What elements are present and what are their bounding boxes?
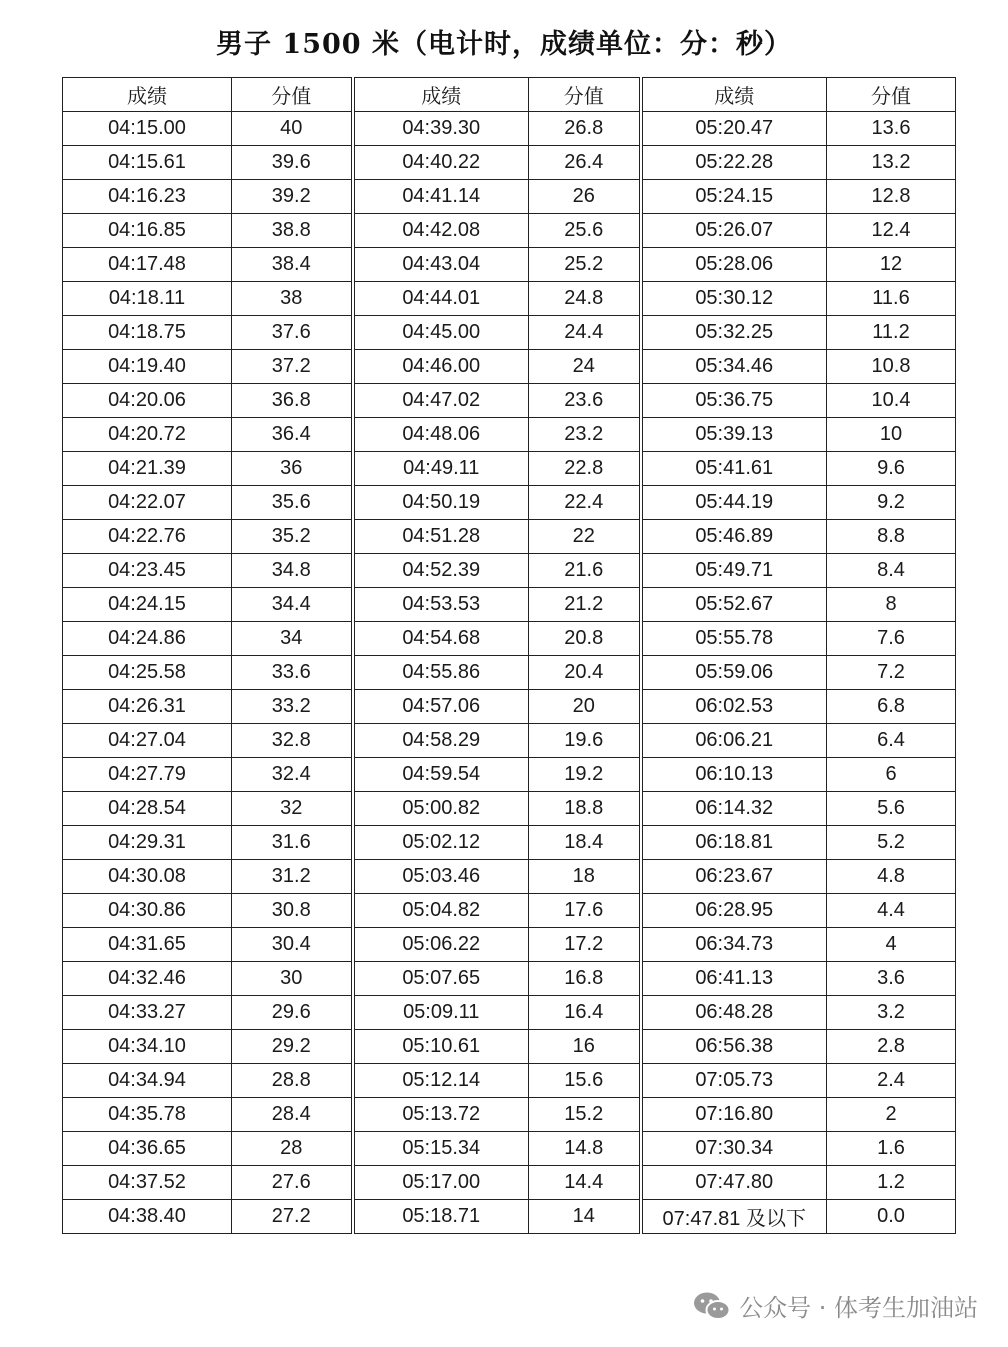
table-row [63, 792, 956, 826]
score-cell: 05:20.47 [641, 112, 827, 146]
score-cell: 04:27.79 [63, 758, 232, 792]
score-cell: 04:35.78 [63, 1098, 232, 1132]
score-cell: 05:30.12 [641, 282, 827, 316]
watermark [693, 1288, 978, 1323]
score-cell: 05:06.22 [353, 928, 529, 962]
score-cell: 05:32.25 [641, 316, 827, 350]
points-cell: 39.2 [232, 180, 353, 214]
score-cell: 06:56.38 [641, 1030, 827, 1064]
score-cell: 05:44.19 [641, 486, 827, 520]
watermark-text: 公众号 · 体考生加油站 [739, 1294, 978, 1322]
points-cell: 33.6 [232, 656, 353, 690]
score-cell: 04:16.23 [63, 180, 232, 214]
table-row [63, 1098, 956, 1132]
score-cell: 04:50.19 [353, 486, 529, 520]
score-cell: 04:51.28 [353, 520, 529, 554]
column-header-score: 成绩 [641, 78, 827, 112]
table-row [63, 996, 956, 1030]
table-header-row [63, 78, 956, 112]
points-cell: 16.4 [529, 996, 641, 1030]
points-cell: 35.2 [232, 520, 353, 554]
score-cell: 05:13.72 [353, 1098, 529, 1132]
score-cell: 04:38.40 [63, 1200, 232, 1234]
score-cell: 05:09.11 [353, 996, 529, 1030]
score-cell: 04:43.04 [353, 248, 529, 282]
column-header-points: 分值 [529, 78, 641, 112]
score-cell: 04:20.72 [63, 418, 232, 452]
points-cell: 34.4 [232, 588, 353, 622]
score-cell: 05:34.46 [641, 350, 827, 384]
score-cell: 04:22.76 [63, 520, 232, 554]
points-cell: 2.4 [827, 1064, 956, 1098]
page-title: 男子 1500 米（电计时，成绩单位：分：秒） [216, 29, 792, 60]
points-cell: 1.6 [827, 1132, 956, 1166]
points-cell: 4.8 [827, 860, 956, 894]
points-cell: 11.6 [827, 282, 956, 316]
points-cell: 14.4 [529, 1166, 641, 1200]
points-cell: 15.6 [529, 1064, 641, 1098]
score-cell: 04:53.53 [353, 588, 529, 622]
score-cell: 05:12.14 [353, 1064, 529, 1098]
points-cell: 38.8 [232, 214, 353, 248]
score-cell: 05:39.13 [641, 418, 827, 452]
points-cell: 19.2 [529, 758, 641, 792]
score-cell: 04:47.02 [353, 384, 529, 418]
points-cell: 21.6 [529, 554, 641, 588]
table-row [63, 1166, 956, 1200]
points-cell: 28 [232, 1132, 353, 1166]
points-cell: 30.8 [232, 894, 353, 928]
table-row [63, 384, 956, 418]
score-cell: 05:49.71 [641, 554, 827, 588]
points-cell: 24.4 [529, 316, 641, 350]
points-cell: 35.6 [232, 486, 353, 520]
table-row [63, 860, 956, 894]
points-cell: 37.6 [232, 316, 353, 350]
points-cell: 4.4 [827, 894, 956, 928]
score-cell: 06:18.81 [641, 826, 827, 860]
score-cell: 04:18.75 [63, 316, 232, 350]
points-cell: 30 [232, 962, 353, 996]
score-cell: 04:42.08 [353, 214, 529, 248]
points-cell: 2 [827, 1098, 956, 1132]
table-row [63, 758, 956, 792]
points-cell: 32 [232, 792, 353, 826]
points-cell: 9.2 [827, 486, 956, 520]
score-cell: 04:25.58 [63, 656, 232, 690]
score-cell: 05:41.61 [641, 452, 827, 486]
table-row [63, 248, 956, 282]
wechat-icon [693, 1291, 731, 1321]
score-cell: 04:54.68 [353, 622, 529, 656]
points-cell: 25.6 [529, 214, 641, 248]
score-cell: 05:02.12 [353, 826, 529, 860]
points-cell: 40 [232, 112, 353, 146]
score-cell: 04:28.54 [63, 792, 232, 826]
score-cell: 05:07.65 [353, 962, 529, 996]
score-cell: 04:30.86 [63, 894, 232, 928]
score-cell: 04:23.45 [63, 554, 232, 588]
points-cell: 3.2 [827, 996, 956, 1030]
table-row [63, 1064, 956, 1098]
points-cell: 38.4 [232, 248, 353, 282]
score-cell: 04:48.06 [353, 418, 529, 452]
score-cell: 07:16.80 [641, 1098, 827, 1132]
points-cell: 20.4 [529, 656, 641, 690]
score-cell: 04:41.14 [353, 180, 529, 214]
points-cell: 29.2 [232, 1030, 353, 1064]
points-cell: 26.4 [529, 146, 641, 180]
score-cell: 04:33.27 [63, 996, 232, 1030]
table-row [63, 418, 956, 452]
score-cell: 05:22.28 [641, 146, 827, 180]
table-row [63, 214, 956, 248]
score-cell: 04:59.54 [353, 758, 529, 792]
table-row [63, 112, 956, 146]
table-row [63, 1132, 956, 1166]
points-cell: 10.4 [827, 384, 956, 418]
score-cell: 05:46.89 [641, 520, 827, 554]
points-cell: 33.2 [232, 690, 353, 724]
points-cell: 18.4 [529, 826, 641, 860]
score-cell: 06:23.67 [641, 860, 827, 894]
score-cell: 05:10.61 [353, 1030, 529, 1064]
points-cell: 8.4 [827, 554, 956, 588]
points-cell: 36 [232, 452, 353, 486]
points-cell: 36.4 [232, 418, 353, 452]
score-cell: 04:27.04 [63, 724, 232, 758]
score-cell: 06:48.28 [641, 996, 827, 1030]
points-cell: 7.6 [827, 622, 956, 656]
score-cell: 04:31.65 [63, 928, 232, 962]
points-cell: 27.6 [232, 1166, 353, 1200]
score-cell: 06:02.53 [641, 690, 827, 724]
points-cell: 14.8 [529, 1132, 641, 1166]
table-row [63, 894, 956, 928]
score-cell: 05:03.46 [353, 860, 529, 894]
score-cell: 04:39.30 [353, 112, 529, 146]
score-cell: 04:15.00 [63, 112, 232, 146]
score-cell: 04:19.40 [63, 350, 232, 384]
points-cell: 25.2 [529, 248, 641, 282]
points-cell: 22.4 [529, 486, 641, 520]
points-cell: 27.2 [232, 1200, 353, 1234]
score-cell: 06:28.95 [641, 894, 827, 928]
points-cell: 32.4 [232, 758, 353, 792]
points-cell: 13.2 [827, 146, 956, 180]
points-cell: 21.2 [529, 588, 641, 622]
points-cell: 31.2 [232, 860, 353, 894]
score-cell: 04:16.85 [63, 214, 232, 248]
table-row [63, 1030, 956, 1064]
score-cell: 05:18.71 [353, 1200, 529, 1234]
points-cell: 6.4 [827, 724, 956, 758]
table-row [63, 962, 956, 996]
points-cell: 36.8 [232, 384, 353, 418]
points-cell: 13.6 [827, 112, 956, 146]
score-cell: 05:55.78 [641, 622, 827, 656]
points-cell: 3.6 [827, 962, 956, 996]
score-cell: 04:26.31 [63, 690, 232, 724]
score-cell: 04:57.06 [353, 690, 529, 724]
score-cell: 05:59.06 [641, 656, 827, 690]
score-cell: 05:17.00 [353, 1166, 529, 1200]
points-cell: 16 [529, 1030, 641, 1064]
points-cell: 8.8 [827, 520, 956, 554]
points-cell: 5.6 [827, 792, 956, 826]
table-row [63, 452, 956, 486]
score-cell: 04:37.52 [63, 1166, 232, 1200]
table-row [63, 486, 956, 520]
score-cell: 07:47.80 [641, 1166, 827, 1200]
points-cell: 26.8 [529, 112, 641, 146]
score-cell: 04:34.10 [63, 1030, 232, 1064]
points-cell: 22 [529, 520, 641, 554]
score-cell: 05:04.82 [353, 894, 529, 928]
score-cell: 04:45.00 [353, 316, 529, 350]
score-cell: 04:29.31 [63, 826, 232, 860]
score-cell: 06:41.13 [641, 962, 827, 996]
column-header-points: 分值 [232, 78, 353, 112]
points-cell: 24.8 [529, 282, 641, 316]
points-cell: 11.2 [827, 316, 956, 350]
score-cell: 07:05.73 [641, 1064, 827, 1098]
column-header-points: 分值 [827, 78, 956, 112]
score-cell: 05:24.15 [641, 180, 827, 214]
table-row [63, 146, 956, 180]
table-row [63, 1200, 956, 1234]
points-cell: 39.6 [232, 146, 353, 180]
points-cell: 34.8 [232, 554, 353, 588]
points-cell: 15.2 [529, 1098, 641, 1132]
table-row [63, 826, 956, 860]
score-cell: 04:15.61 [63, 146, 232, 180]
points-cell: 28.8 [232, 1064, 353, 1098]
score-cell: 05:52.67 [641, 588, 827, 622]
score-cell: 07:47.81 及以下 [641, 1200, 827, 1234]
score-cell: 04:18.11 [63, 282, 232, 316]
points-cell: 20 [529, 690, 641, 724]
points-cell: 20.8 [529, 622, 641, 656]
table-row [63, 282, 956, 316]
points-cell: 38 [232, 282, 353, 316]
table-row [63, 588, 956, 622]
points-cell: 4 [827, 928, 956, 962]
table-row [63, 724, 956, 758]
points-cell: 30.4 [232, 928, 353, 962]
points-cell: 16.8 [529, 962, 641, 996]
table-body [63, 112, 956, 1234]
score-cell: 04:20.06 [63, 384, 232, 418]
points-cell: 12 [827, 248, 956, 282]
points-cell: 17.2 [529, 928, 641, 962]
points-cell: 29.6 [232, 996, 353, 1030]
table-row [63, 622, 956, 656]
points-cell: 34 [232, 622, 353, 656]
score-cell: 04:40.22 [353, 146, 529, 180]
points-cell: 8 [827, 588, 956, 622]
points-cell: 12.4 [827, 214, 956, 248]
points-cell: 6.8 [827, 690, 956, 724]
score-table [62, 77, 956, 1234]
score-cell: 07:30.34 [641, 1132, 827, 1166]
points-cell: 10.8 [827, 350, 956, 384]
score-cell: 05:28.06 [641, 248, 827, 282]
score-cell: 04:55.86 [353, 656, 529, 690]
points-cell: 2.8 [827, 1030, 956, 1064]
table-row [63, 316, 956, 350]
points-cell: 22.8 [529, 452, 641, 486]
score-cell: 04:44.01 [353, 282, 529, 316]
score-cell: 05:36.75 [641, 384, 827, 418]
points-cell: 0.0 [827, 1200, 956, 1234]
score-cell: 04:52.39 [353, 554, 529, 588]
score-cell: 04:21.39 [63, 452, 232, 486]
points-cell: 9.6 [827, 452, 956, 486]
points-cell: 31.6 [232, 826, 353, 860]
score-cell: 04:46.00 [353, 350, 529, 384]
score-cell: 04:49.11 [353, 452, 529, 486]
points-cell: 19.6 [529, 724, 641, 758]
points-cell: 32.8 [232, 724, 353, 758]
points-cell: 12.8 [827, 180, 956, 214]
score-cell: 04:24.86 [63, 622, 232, 656]
points-cell: 17.6 [529, 894, 641, 928]
score-cell: 04:30.08 [63, 860, 232, 894]
points-cell: 23.6 [529, 384, 641, 418]
score-cell: 04:24.15 [63, 588, 232, 622]
points-cell: 6 [827, 758, 956, 792]
score-cell: 06:34.73 [641, 928, 827, 962]
column-header-score: 成绩 [353, 78, 529, 112]
table-row [63, 690, 956, 724]
score-cell: 05:15.34 [353, 1132, 529, 1166]
points-cell: 28.4 [232, 1098, 353, 1132]
table-row [63, 554, 956, 588]
score-cell: 05:26.07 [641, 214, 827, 248]
table-row [63, 928, 956, 962]
points-cell: 18.8 [529, 792, 641, 826]
points-cell: 10 [827, 418, 956, 452]
points-cell: 7.2 [827, 656, 956, 690]
points-cell: 23.2 [529, 418, 641, 452]
score-cell: 04:34.94 [63, 1064, 232, 1098]
points-cell: 26 [529, 180, 641, 214]
score-cell: 06:10.13 [641, 758, 827, 792]
table-row [63, 656, 956, 690]
score-cell: 06:14.32 [641, 792, 827, 826]
points-cell: 37.2 [232, 350, 353, 384]
points-cell: 1.2 [827, 1166, 956, 1200]
column-header-score: 成绩 [63, 78, 232, 112]
table-row [63, 350, 956, 384]
score-cell: 04:36.65 [63, 1132, 232, 1166]
points-cell: 24 [529, 350, 641, 384]
score-cell: 04:22.07 [63, 486, 232, 520]
score-cell: 06:06.21 [641, 724, 827, 758]
score-cell: 05:00.82 [353, 792, 529, 826]
points-cell: 5.2 [827, 826, 956, 860]
score-cell: 04:58.29 [353, 724, 529, 758]
score-cell: 04:32.46 [63, 962, 232, 996]
table-row [63, 180, 956, 214]
score-cell: 04:17.48 [63, 248, 232, 282]
points-cell: 14 [529, 1200, 641, 1234]
points-cell: 18 [529, 860, 641, 894]
table-row [63, 520, 956, 554]
